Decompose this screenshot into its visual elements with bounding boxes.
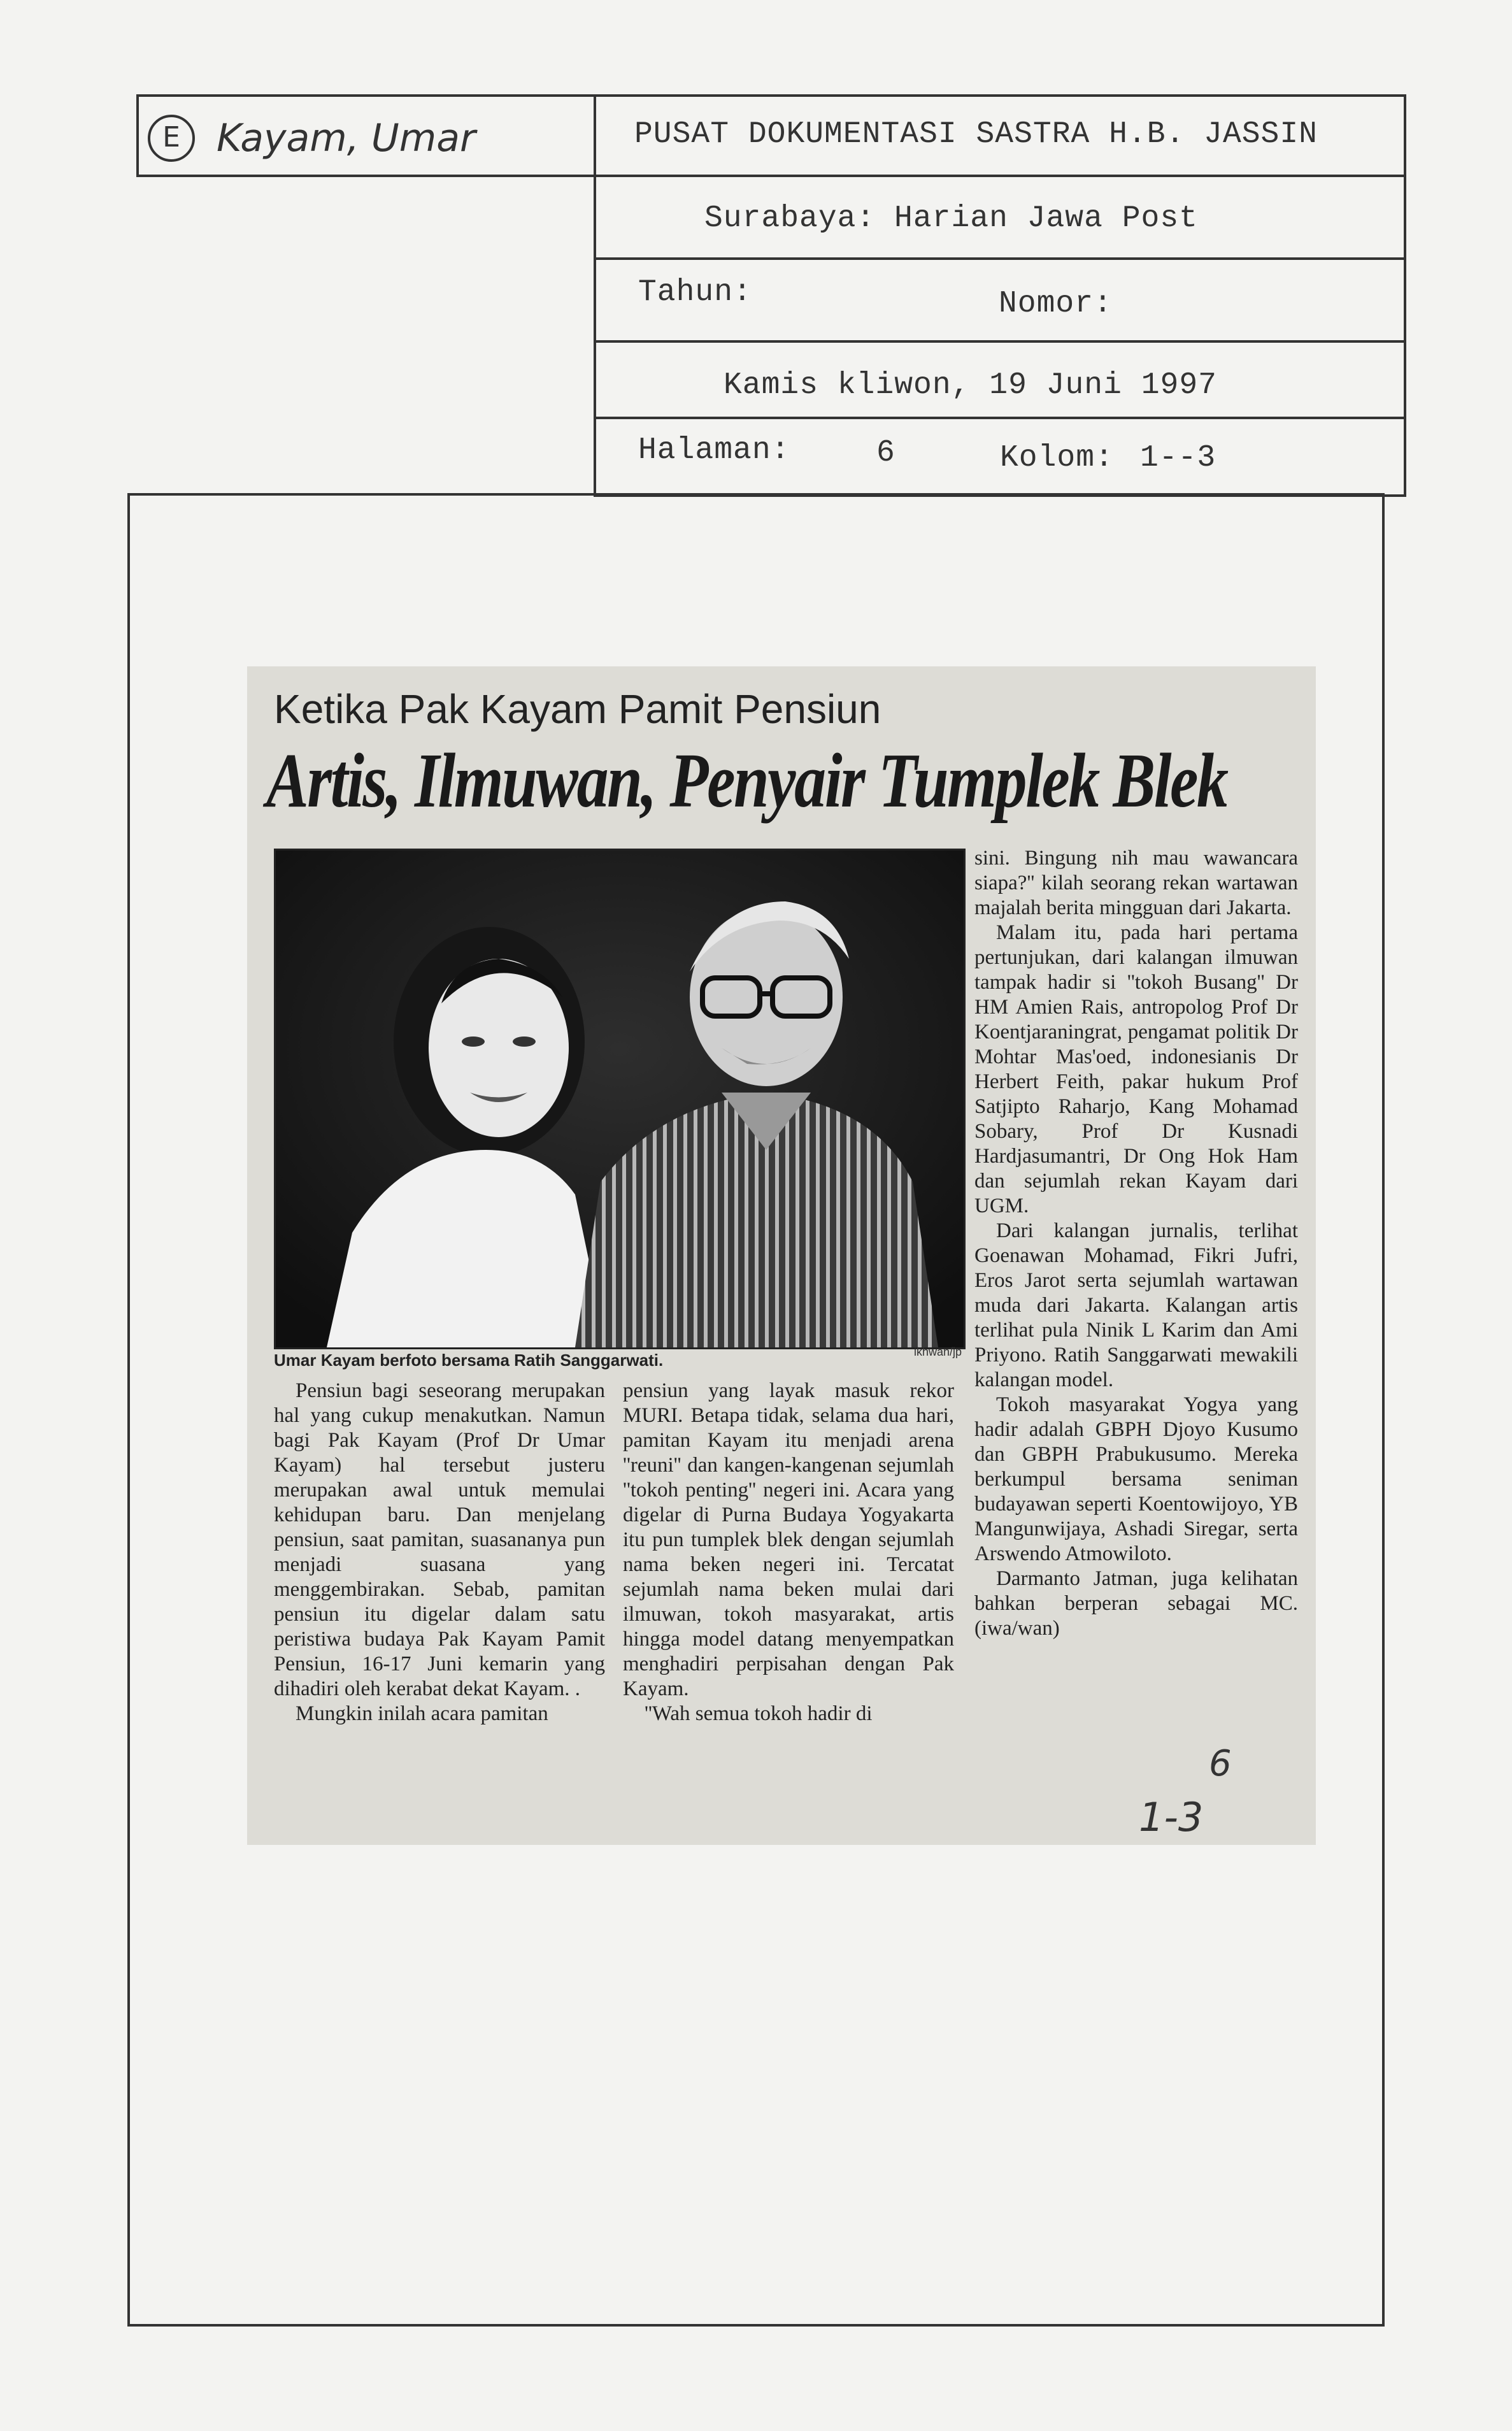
article-column-3 [974, 846, 1298, 1641]
article-kicker: Ketika Pak Kayam Pamit Pensiun [274, 686, 881, 732]
year-label: Tahun: [638, 275, 752, 310]
page-label: Halaman: [638, 433, 790, 468]
institution-name: PUSAT DOKUMENTASI SASTRA H.B. JASSIN [634, 117, 1318, 152]
form-divider [594, 94, 596, 497]
article-headline: Artis, Ilmuwan, Penyair Tumplek Blek [266, 738, 1227, 824]
column-value: 1--3 [1140, 441, 1216, 475]
column-1-paragraph: Mungkin inilah acara pamitan [296, 1702, 548, 1725]
number-label: Nomor: [999, 287, 1113, 321]
photo-credit: ikhwan/jp [913, 1345, 962, 1358]
form-line-4 [595, 417, 1406, 419]
index-mark: E [148, 115, 195, 162]
article-column-1 [274, 1379, 605, 1726]
newspaper-clipping [247, 666, 1316, 1845]
source-line: Surabaya: Harian Jawa Post [704, 201, 1198, 236]
article-column-2 [623, 1379, 954, 1726]
column-3-paragraph: Darmanto Jatman, juga kelihatan bahkan berperan sebagai MC.(iwa/wan) [974, 1567, 1298, 1640]
date-line: Kamis kliwon, 19 Juni 1997 [724, 368, 1217, 403]
form-right-edge [1404, 94, 1406, 497]
column-1-paragraph: Pensiun bagi seseorang merupakan hal yang cukup menakutkan. Namun bagi Pak Kayam (Prof Dr Umar Kayam) hal tersebut justeru merupakan awal untuk memulai kehidupan baru. Dan menjelang pensiun, saat pamitan, suasananya pun menjadi suasana yang menggembirakan. Sebab, pamitan pensiun itu digelar dalam satu peristiwa budaya Pak Kayam Pamit Pensiun, 16-17 Juni kemarin yang dihadiri oleh kerabat dekat Kayam. . [274, 1379, 605, 1700]
article-photo [274, 849, 966, 1349]
page-value: 6 [876, 436, 895, 470]
photo-image [276, 850, 964, 1347]
form-top-line [136, 94, 1406, 97]
handwritten-page-number: 6 [1209, 1743, 1232, 1784]
column-3-paragraph: Tokoh masyarakat Yogya yang hadir adalah GBPH Djoyo Kusumo dan GBPH Prabukusumo. Mereka berkumpul bersama seniman budayawan seperti Koentowijoyo, YB Mangunwijaya, Ashadi Siregar, serta Arswendo Atmowiloto. [974, 1393, 1298, 1565]
form-line-2 [595, 257, 1406, 260]
form-line-3 [595, 340, 1406, 343]
handwritten-column-range: 1-3 [1139, 1794, 1204, 1840]
index-label: Kayam, Umar [217, 116, 476, 161]
column-2-paragraph: ''Wah semua tokoh hadir di [645, 1702, 873, 1725]
column-3-paragraph: Dari kalangan jurnalis, terlihat Goenawan Mohamad, Fikri Jufri, Eros Jarot serta sejumlah wartawan muda dari Jakarta. Kalangan artis terlihat pula Ninik L Karim dan Ami Priyono. Ratih Sanggarwati mewakili kalangan model. [974, 1219, 1298, 1391]
column-2-paragraph: pensiun yang layak masuk rekor MURI. Betapa tidak, selama dua hari, pamitan Kayam itu menjadi arena ''reuni'' dan kangen-kangenan sejumlah ''tokoh penting'' negeri ini. Acara yang digelar di Purna Budaya Yogyakarta itu pun tumplek blek dengan sejumlah nama beken negeri ini. Tercatat sejumlah nama beken mulai dari ilmuwan, tokoh masyarakat, artis hingga model datang menyempatkan menghadiri perpisahan dengan Pak Kayam. [623, 1379, 954, 1700]
form-line-1 [136, 175, 1406, 177]
column-3-paragraph: sini. Bingung nih mau wawancara siapa?'' kilah seorang rekan wartawan majalah berita mingguan dari Jakarta. [974, 847, 1298, 919]
column-3-paragraph: Malam itu, pada hari pertama pertunjukan, dari kalangan ilmuwan tampak hadir si ''tokoh Busang'' Dr HM Amien Rais, antropolog Prof Dr Koentjaraningrat, pengamat politik Dr Mohtar Mas'oed, indonesianis Dr Herbert Feith, pakar hukum Prof Satjipto Raharjo, Kang Mohamad Sobary, Prof Dr Kusnadi Hardjasumantri, Dr Ong Hok Ham dan sejumlah rekan Kayam dari UGM. [974, 921, 1298, 1217]
column-label: Kolom: [1000, 441, 1114, 475]
photo-caption: Umar Kayam berfoto bersama Ratih Sanggarwati. [274, 1351, 664, 1370]
